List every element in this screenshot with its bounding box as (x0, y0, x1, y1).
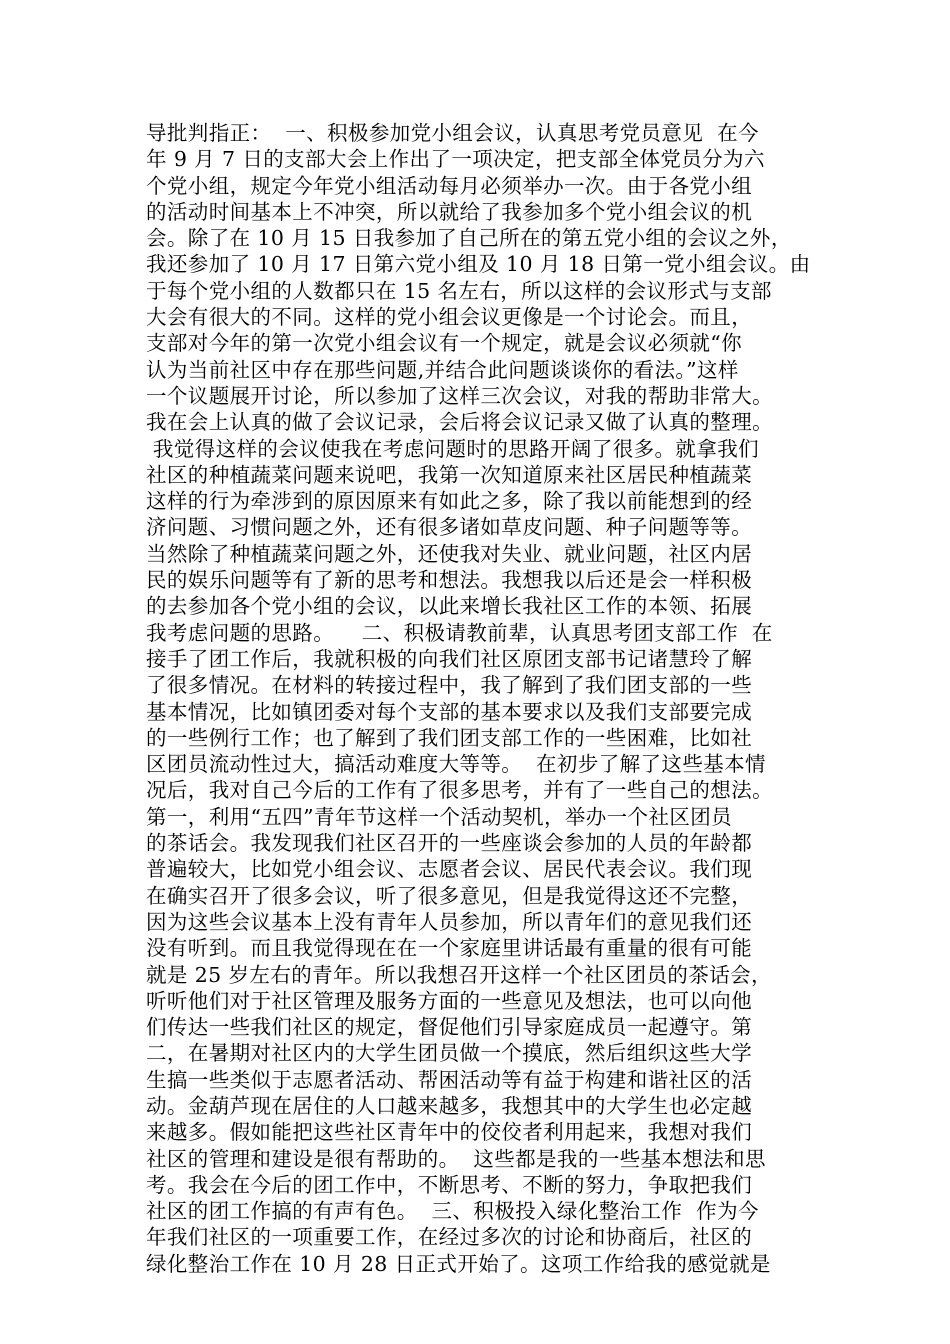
text-line: 我在会上认真的做了会议记录，会后将会议记录又做了认真的整理。 (146, 410, 773, 435)
text-line: 普遍较大，比如党小组会议、志愿者会议、居民代表会议。我们现 (146, 857, 753, 882)
text-line: 们传达一些我们社区的规定，督促他们引导家庭成员一起遵守。第 (146, 1015, 753, 1040)
text-line: 听听他们对于社区管理及服务方面的一些意见及想法，也可以向他 (146, 988, 753, 1013)
text-line: 绿化整治工作在 10 月 28 日正式开始了。这项工作给我的感觉就是 (146, 1251, 771, 1276)
text-line: 因为这些会议基本上没有青年人员参加，所以青年们的意见我们还 (146, 909, 753, 934)
text-line: 会。除了在 10 月 15 日我参加了自己所在的第五党小组的会议之外， (146, 226, 792, 251)
text-line: 动。金葫芦现在居住的人口越来越多，我想其中的大学生也必定越 (146, 1093, 753, 1118)
text-line: 考。我会在今后的团工作中，不断思考、不断的努力，争取把我们 (146, 1172, 753, 1197)
text-line: 社区的团工作搞的有声有色。 三、积极投入绿化整治工作 作为今 (146, 1199, 759, 1224)
text-line: 的去参加各个党小组的会议，以此来增长我社区工作的本领、拓展 (146, 594, 753, 619)
text-line: 我觉得这样的会议使我在考虑问题时的思路开阔了很多。就拿我们 (146, 436, 760, 461)
text-line: 第一，利用“五四”青年节这样一个活动契机，举办一个社区团员 (146, 804, 733, 829)
text-line: 没有听到。而且我觉得现在在一个家庭里讲话最有重量的很有可能 (146, 936, 753, 961)
text-line: 支部对今年的第一次党小组会议有一个规定，就是会议必须就“你 (146, 331, 743, 356)
text-line: 来越多。假如能把这些社区青年中的佼佼者利用起来，我想对我们 (146, 1120, 753, 1145)
text-line: 我还参加了 10 月 17 日第六党小组及 10 月 18 日第一党小组会议。由 (146, 252, 811, 277)
text-line: 生搞一些类似于志愿者活动、帮困活动等有益于构建和谐社区的活 (146, 1067, 753, 1092)
text-line: 于每个党小组的人数都只在 15 名左右，所以这样的会议形式与支部 (146, 278, 772, 303)
body-text (146, 120, 826, 1277)
text-line: 区团员流动性过大，搞活动难度大等等。 在初步了解了这些基本情 (146, 752, 766, 777)
text-line: 在确实召开了很多会议，听了很多意见，但是我觉得这还不完整， (146, 883, 753, 908)
text-line: 就是 25 岁左右的青年。所以我想召开这样一个社区团员的茶话会， (146, 962, 772, 987)
text-line: 二，在暑期对社区内的大学生团员做一个摸底，然后组织这些大学 (146, 1041, 753, 1066)
text-line: 况后，我对自己今后的工作有了很多思考，并有了一些自己的想法。 (146, 778, 773, 803)
text-line: 这样的行为牵涉到的原因原来有如此之多，除了我以前能想到的经 (146, 489, 753, 514)
text-line: 基本情况，比如镇团委对每个支部的基本要求以及我们支部要完成 (146, 699, 753, 724)
text-line: 了很多情况。在材料的转接过程中，我了解到了我们团支部的一些 (146, 673, 753, 698)
text-line: 大会有很大的不同。这样的党小组会议更像是一个讨论会。而且， (146, 305, 753, 330)
text-line: 我考虑问题的思路。 二、积极请教前辈，认真思考团支部工作 在 (146, 620, 773, 645)
text-line: 社区的管理和建设是很有帮助的。 这些都是我的一些基本想法和思 (146, 1146, 766, 1171)
text-line: 一个议题展开讨论，所以参加了这样三次会议，对我的帮助非常大。 (146, 383, 773, 408)
text-line: 社区的种植蔬菜问题来说吧，我第一次知道原来社区居民种植蔬菜 (146, 462, 753, 487)
text-line: 导批判指正： 一、积极参加党小组会议，认真思考党员意见 在今 (146, 121, 759, 145)
text-line: 接手了团工作后，我就积极的向我们社区原团支部书记诸慧玲了解 (146, 646, 753, 671)
text-line: 年 9 月 7 日的支部大会上作出了一项决定，把支部全体党员分为六 (146, 147, 765, 172)
text-line: 的茶话会。我发现我们社区召开的一些座谈会参加的人员的年龄都 (146, 831, 753, 856)
text-line: 民的娱乐问题等有了新的思考和想法。我想我以后还是会一样积极 (146, 568, 753, 593)
text-line: 个党小组，规定今年党小组活动每月必须举办一次。由于各党小组 (146, 173, 753, 198)
text-line: 认为当前社区中存在那些问题,并结合此问题谈谈你的看法。”这样 (146, 357, 739, 382)
text-line: 的活动时间基本上不冲突，所以就给了我参加多个党小组会议的机 (146, 199, 753, 224)
text-line: 当然除了种植蔬菜问题之外，还使我对失业、就业问题，社区内居 (146, 541, 753, 566)
text-line: 济问题、习惯问题之外，还有很多诸如草皮问题、种子问题等等。 (146, 515, 753, 540)
text-line: 年我们社区的一项重要工作，在经过多次的讨论和协商后，社区的 (146, 1225, 753, 1250)
text-line: 的一些例行工作；也了解到了我们团支部工作的一些困难，比如社 (146, 725, 753, 750)
